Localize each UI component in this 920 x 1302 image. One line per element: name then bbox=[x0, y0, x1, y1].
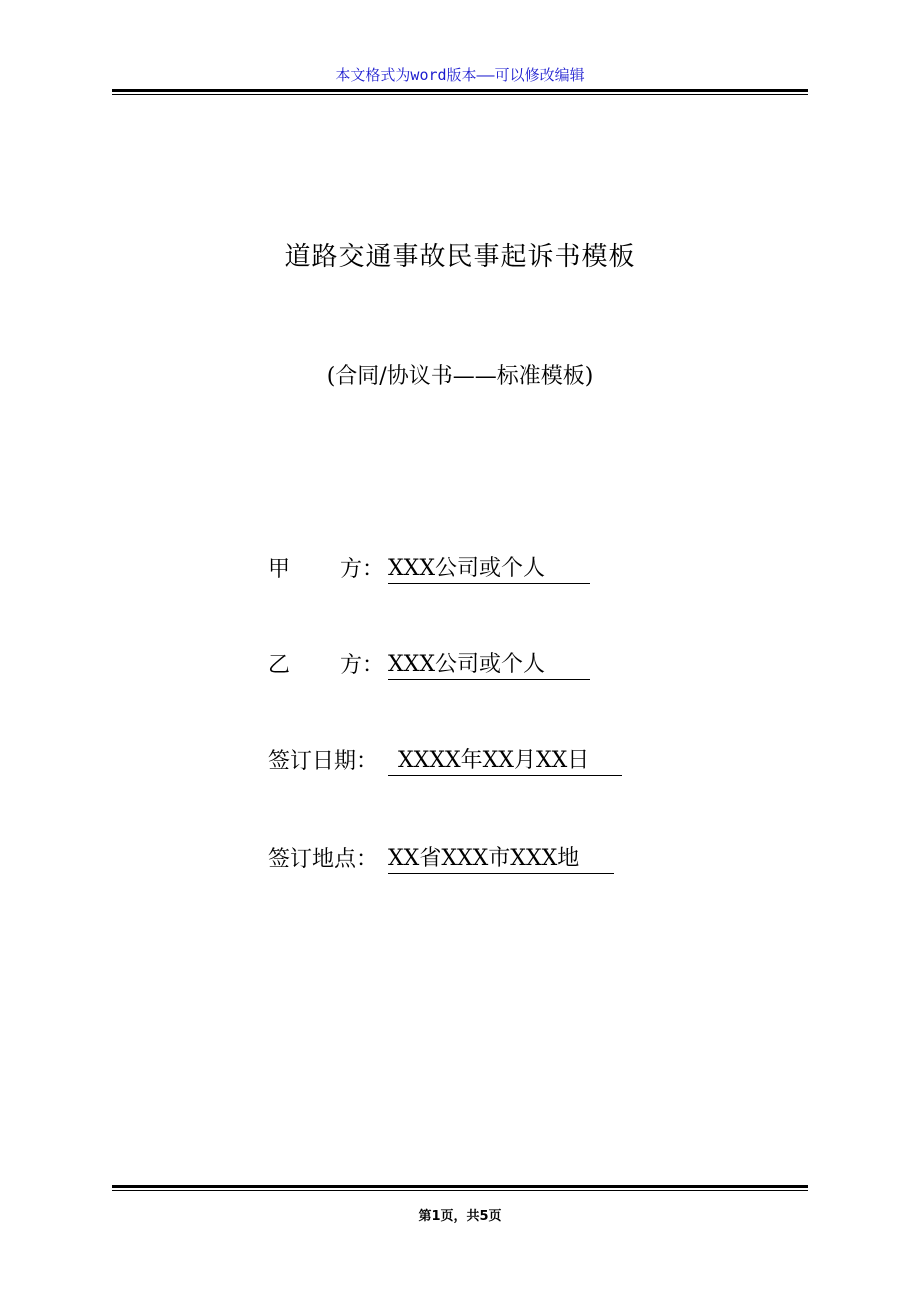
page-number: 第1页，共5页 bbox=[418, 1209, 502, 1224]
signing-date-field bbox=[268, 747, 622, 777]
party-b-value[interactable]: XXX公司或个人 bbox=[388, 651, 590, 680]
document-subtitle: (合同/协议书——标准模板) bbox=[326, 364, 594, 389]
signing-place-label: 签订地点： bbox=[268, 847, 379, 872]
party-a-field bbox=[268, 555, 590, 585]
document-title: 道路交通事故民事起诉书模板 bbox=[284, 242, 636, 272]
signing-place-field bbox=[268, 845, 614, 875]
signing-date-label: 签订日期： bbox=[268, 749, 379, 774]
party-a-value[interactable]: XXX公司或个人 bbox=[388, 555, 590, 584]
party-a-label: 甲 方： bbox=[268, 557, 385, 582]
signing-date-value[interactable]: XXXX年XX月XX日 bbox=[388, 747, 622, 776]
header-note: 本文格式为word版本——可以修改编辑 bbox=[335, 66, 585, 84]
footer-divider bbox=[112, 1185, 808, 1191]
signing-place-value[interactable]: XX省XXX市XXX地 bbox=[388, 845, 614, 874]
party-b-label: 乙 方： bbox=[268, 653, 385, 678]
party-b-field bbox=[268, 651, 590, 681]
header-divider bbox=[112, 89, 808, 95]
